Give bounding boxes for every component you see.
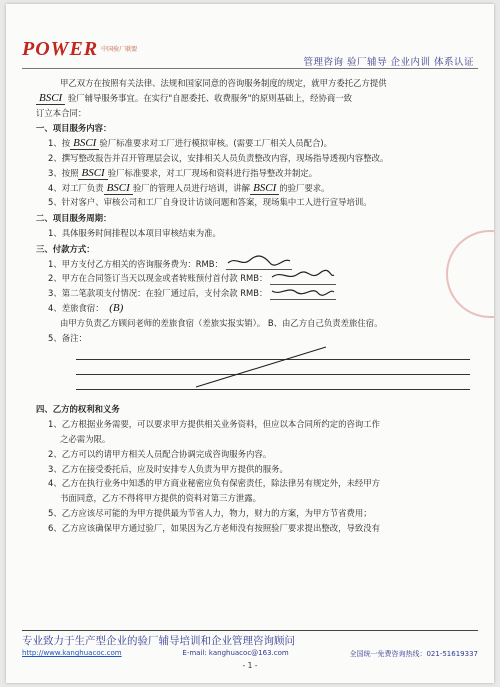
header-tagline: 管理咨询 验厂辅导 企业内训 体系认证 <box>303 57 474 68</box>
list-item: 1、按 BSCI 验厂标准要求对工厂进行模拟审核。(需要工厂相关人员配合)。 <box>48 137 332 150</box>
section-title: 一、项目服务内容： <box>36 123 112 134</box>
list-item: 4、对工厂负责 BSCI 验厂的管理人员进行培训，讲解 BSCI 的验厂要求。 <box>48 181 330 194</box>
logo-mark: POWER <box>22 38 99 60</box>
list-item: 5、备注： <box>48 332 87 343</box>
letterhead <box>6 4 494 66</box>
footer-contacts <box>22 649 478 659</box>
list-item: 3、乙方在接受委托后，应及时安排专人负责为甲方提供的服务。 <box>48 463 288 474</box>
document-page <box>6 4 494 683</box>
handwritten-brand: BSCI <box>250 182 279 195</box>
email-text: E-mail: kanghuacoc@163.com <box>182 649 289 657</box>
list-item: 2、撰写整改报告并召开管理层会议，安排相关人员负责整改内容，现场指导透视内容整改。 <box>48 152 389 163</box>
handwritten-choice: (B) <box>109 301 124 314</box>
list-item: 2、乙方可以约请甲方相关人员配合协调完成咨询服务内容。 <box>48 448 272 459</box>
intro-paragraph <box>36 76 470 120</box>
handwritten-brand: BSCI <box>36 92 65 105</box>
list-item-detail: 之必需为限。 <box>60 433 111 444</box>
intro-line: 甲乙双方在按照有关法律、法规和国家同意的咨询服务制度的规定，就甲方委托乙方提供 <box>60 78 387 88</box>
page-number: - 1 - <box>242 661 258 670</box>
handwritten-brand: BSCI <box>104 182 133 195</box>
list-item-detail: 由甲方负责乙方顾问老师的差旅食宿（差旅实报实销）。 B、由乙方自己负责差旅住宿。 <box>60 317 383 328</box>
list-item-detail: 书面同意，乙方不得将甲方提供的资料对第三方泄露。 <box>60 493 261 504</box>
redacted-amount <box>270 288 336 300</box>
header-divider <box>22 68 478 69</box>
list-item: 3、按照 BSCI 验厂标准要求，对工厂现场和资料进行指导整改并制定。 <box>48 166 318 179</box>
hotline-text: 全国统一免费咨询热线：021-51619337 <box>349 650 478 658</box>
list-item: 1、乙方根据业务需要，可以要求甲方提供相关业务资料，但应以本合同所约定的咨询工作 <box>48 419 380 430</box>
handwritten-brand: BSCI <box>78 167 107 180</box>
section-title: 四、乙方的权利和义务 <box>36 404 120 415</box>
footer-slogan: 专业致力于生产型企业的验厂辅导培训和企业管理咨询顾问 <box>22 635 295 647</box>
list-item: 5、针对客户、审核公司和工厂自身设计访谈问题和答案，现场集中工人进行宣导培训。 <box>48 197 372 208</box>
handwritten-brand: BSCI <box>70 137 99 150</box>
list-item: 1、甲方支付乙方相关的咨询服务费为：RMB： <box>48 257 470 272</box>
page-footer <box>22 630 478 680</box>
section-title: 三、付款方式： <box>36 243 95 254</box>
list-item: 3、第二笔款项支付情况：在验厂通过后，支付余款 RMB： <box>48 286 470 301</box>
list-item: 6、乙方应该确保甲方通过验厂，如果因为乙方老师没有按照验厂要求提出整改，导致没有 <box>48 522 380 533</box>
intro-line: 验厂辅导服务事宜。在实行"自愿委托、收费服务"的原则基础上，经协商一致 <box>67 92 352 103</box>
section-title: 二、项目服务周期： <box>36 213 112 224</box>
website-link[interactable]: http://www.kanghuacoc.com <box>22 649 122 657</box>
logo-subtitle: 中国验厂联盟 <box>101 46 138 53</box>
list-item: 1、具体服务时间排程以本项目审核结束为准。 <box>48 227 221 238</box>
list-item: 5、乙方应该尽可能的为甲方提供最为节省人力，物力，财力的方案，为甲方节省费用； <box>48 507 372 518</box>
contract-body <box>36 76 470 536</box>
footer-divider <box>22 630 478 631</box>
remark-lines <box>76 345 470 390</box>
intro-line: 订立本合同： <box>36 107 87 118</box>
list-item: 2、甲方在合同签订当天以现金或者转账预付首付款 RMB： <box>48 271 470 286</box>
strike-through-mark <box>76 345 470 391</box>
list-item: 4、乙方在执行业务中知悉的甲方商业秘密应负有保密责任，除法律另有规定外，未经甲方 <box>48 478 380 489</box>
company-logo <box>22 38 137 60</box>
list-item: 4、差旅食宿： (B) <box>48 301 470 316</box>
